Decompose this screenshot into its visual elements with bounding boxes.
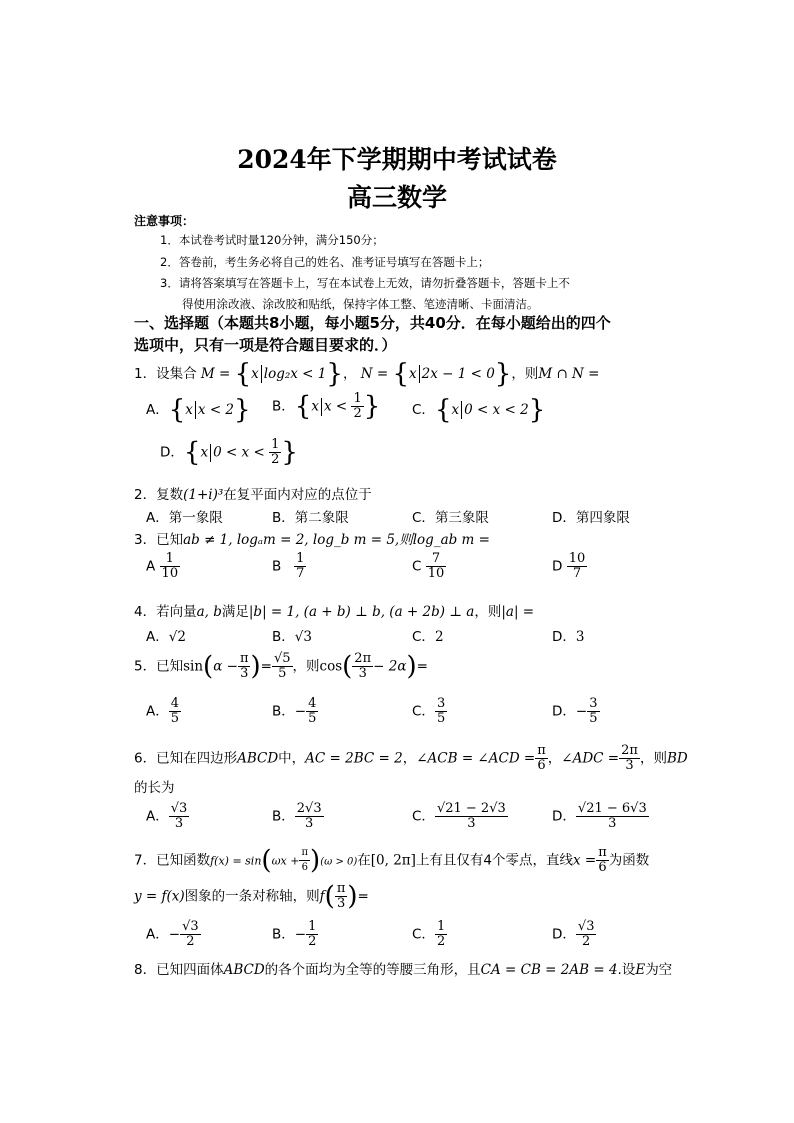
q2-option-c[interactable] [412,506,489,526]
denominator: 3 [435,816,508,831]
denominator: 2 [180,934,201,949]
equals: = [260,658,272,675]
log-condition: log₂x < 1 [263,366,327,382]
q1-option-c[interactable]: C．{x 0 < x < 2} [412,395,546,425]
option-letter: B． [272,808,295,825]
q3-option-c[interactable] [412,552,446,581]
denominator: 7 [296,566,305,581]
q7-option-b[interactable] [272,920,318,949]
denominator: 2 [308,934,317,949]
denominator: 3 [576,816,649,831]
option-text: √2 [168,629,186,645]
denominator: 2 [353,406,362,421]
option-letter: D． [552,629,576,645]
option-text: x < [323,398,352,415]
then: ，则 [639,750,667,767]
q7-stem: 已知函数 [156,852,211,869]
quadrilateral: ABCD [237,750,279,767]
denominator: 7 [567,566,588,581]
angle-condition: ∠ACB = ∠ACD = [416,750,536,767]
option-letter: A． [146,926,169,943]
option-letter: D． [552,703,576,720]
option-sign: − [294,703,307,720]
question-6-line2: 的长为 [134,780,175,796]
denominator: 6 [596,860,609,875]
var: x [185,402,193,418]
q5-option-d[interactable] [552,697,600,726]
sin-fn: sin [183,658,204,675]
option-text: 第一象限 [168,510,223,526]
option-letter: A． [146,510,169,526]
q2-stem-tail: 在复平面内对应的点位于 [223,487,372,503]
option-letter: B． [272,398,295,415]
numerator: √21 − 6√3 [577,801,647,816]
denominator: 10 [427,566,445,581]
option-letter: C． [412,703,435,720]
q5-option-c[interactable] [412,697,447,726]
alpha-term: − 2α [373,658,407,675]
q6-option-d[interactable] [552,802,649,831]
q6-option-a[interactable] [146,802,189,831]
option-letter: A [146,558,156,575]
numerator: √21 − 2√3 [436,801,506,816]
linear-condition: 2x − 1 < 0 [421,366,495,382]
option-text: 0 < x < [213,444,270,461]
q1-option-a[interactable]: A．{x x < 2} [146,395,251,425]
set-m: M = [200,366,235,382]
option-letter: B． [272,510,295,526]
question-7-line2: y = f(x)图象的一条对称轴，则f( $\frac{\pi}{3}$ )= [134,881,369,912]
denominator: 2 [576,934,597,949]
q3-option-d[interactable] [552,552,587,581]
question-8 [134,958,672,978]
var: x [251,366,259,382]
denominator: 5 [308,711,317,726]
q7-option-c[interactable] [412,920,447,949]
function-f: f [319,888,325,905]
question-3 [134,528,490,548]
numerator: √3 [182,919,199,934]
complex-expr: (1+i)³ [183,487,224,503]
notice-item-3-cont: 得使用涂改液、涂改胶和贴纸，保持字体工整、笔迹清晰、卡面清洁。 [182,297,539,311]
numerator: √3 [170,801,188,816]
question-number: 3． [134,532,157,548]
comma: ， [547,750,562,767]
q5-option-a[interactable] [146,697,181,726]
var: x [311,398,319,415]
denominator: 5 [436,711,446,726]
option-letter: C． [412,629,435,645]
q7-option-a[interactable] [146,920,201,949]
option-letter: D． [160,444,184,461]
option-letter: D [552,558,563,575]
option-letter: B． [272,629,295,645]
numerator: π [239,651,249,666]
option-text: x < 2 [197,402,235,418]
tetrahedron: ABCD [223,962,265,978]
point-e: E [635,962,646,978]
log-conditions: ab ≠ 1, logₐm = 2, log_b m = 5, [183,532,400,548]
equals: = [416,658,428,675]
q1-stem: 设集合 [156,366,197,382]
option-letter: D． [552,808,576,825]
denominator: 3 [238,666,251,681]
vector-conditions: |b| = 1, (a + b) ⊥ b, (a + 2b) ⊥ a [248,604,475,620]
q4-option-b[interactable] [272,625,312,645]
question-2 [134,483,372,503]
q5-option-b[interactable] [272,697,318,726]
q6-option-b[interactable] [272,802,324,831]
interval: [0, 2π] [370,852,416,869]
denominator: 10 [161,566,179,581]
q6-option-c[interactable] [412,802,508,831]
option-letter: B． [272,703,295,720]
denominator: 3 [352,666,373,681]
q7-stem-mid: 上有且仅有4个零点，直线 [415,852,574,869]
notice-item-2: 2．答卷前，考生务必将自己的姓名、准考证号填写在答题卡上； [160,255,490,269]
then: ，则 [474,604,502,620]
numerator: 1 [436,919,446,934]
q1-option-d[interactable]: D．{x 0 < x < $\frac{1}{2}$ } [160,437,298,468]
denominator: 2 [271,452,280,467]
q6-stem: 已知在四边形 [156,750,238,767]
q7-stem-tail: 为函数 [608,852,650,869]
option-letter: B [272,558,282,575]
q2-option-d[interactable] [552,506,630,526]
numerator: 3 [589,696,598,711]
option-text: √3 [294,629,312,645]
q4-stem-mid: 满足 [221,604,249,620]
function-def: f(x) = sin [210,854,262,868]
numerator: 4 [308,696,317,711]
numerator: 7 [431,551,441,566]
denominator: 3 [169,816,190,831]
option-text: 第三象限 [434,510,489,526]
question-7: 7．已知函数f(x) = sin(ωx + $\frac{\pi}{6}$ )(ω > 0)在[0, 2π]上有且仅有4个零点，直线x = $\frac{\pi}{6}$ 为函数 [134,845,650,876]
denominator: 2 [436,934,446,949]
q7-in: 在 [357,852,371,869]
option-letter: A． [146,402,169,418]
numerator: 2π [354,651,372,666]
denominator: 5 [170,711,180,726]
numerator: √3 [577,919,595,934]
omega-term: ωx + [271,854,300,868]
option-letter: D． [552,510,576,526]
option-letter: A． [146,703,169,720]
question-5: 5．已知sin(α − $\frac{\pi}{3}$ )= $\frac{√5}{5}$ ，则cos( $\frac{2\pi}{3}$ − 2α)= [134,651,428,682]
q5-stem: 已知 [156,658,184,675]
numerator: 1 [308,919,317,934]
option-text: 2 [434,629,444,645]
function-y: y = f(x) [134,888,185,905]
then: ，则 [511,366,539,382]
q4-stem: 若向量 [156,604,197,620]
numerator: 2√3 [296,801,322,816]
var: x [409,366,417,382]
numerator: 3 [436,696,446,711]
question-6 [134,744,688,773]
numerator: 1 [165,551,174,566]
q7-option-d[interactable] [552,920,596,949]
option-sign: − [575,703,588,720]
question-1: 1．设集合 M = {x log₂x < 1}， N = {x 2x − 1 < 0}，则M ∩ N = [134,359,600,389]
length-condition: AC = 2BC = 2 [305,750,403,767]
numerator: π [301,847,309,858]
option-letter: A． [146,808,169,825]
q3-target: 则log_ab m = [399,532,490,548]
option-letter: C． [412,808,435,825]
denominator: 6 [299,860,310,875]
q6-stem-mid: 中， [278,750,306,767]
cos-fn: cos [319,658,343,675]
question-number: 4． [134,604,157,620]
angle-condition: ∠ADC = [561,750,620,767]
numerator: 1 [271,437,280,452]
q2-stem: 复数 [156,487,184,503]
numerator: π [537,743,546,758]
denominator: 3 [619,758,640,773]
q3-stem: 已知 [156,532,184,548]
option-letter: B． [272,926,295,943]
segment-bd: BD [666,750,688,767]
option-text: 第二象限 [294,510,349,526]
option-letter: C． [412,926,435,943]
question-number: 5． [134,658,157,675]
q8-stem-tail: 为空 [645,962,673,978]
question-number: 1． [134,366,157,382]
q3-option-a[interactable] [146,552,180,581]
numerator: 2π [621,743,638,758]
q4-option-d[interactable] [552,625,585,645]
option-sign: − [294,926,307,943]
exam-title: 2024年下学期期中考试试卷 [237,145,557,174]
q4-target: |a| = [501,604,535,620]
option-text: 3 [575,629,585,645]
numerator: √5 [273,651,291,666]
option-letter: C [412,558,422,575]
equals: = [357,888,369,905]
vectors: a, b [196,604,222,620]
exam-subtitle: 高三数学 [346,183,447,212]
section-heading-line1: 一、选择题（本题共8小题，每小题5分，共40分．在每小题给出的四个 [134,314,611,332]
notice-item-3: 3．请将答案填写在答题卡上，写在本试卷上无效，请勿折叠答题卡，答题卡上不 [160,276,570,290]
q7-line2-text: 图象的一条对称轴，则 [184,888,320,905]
q4-option-a[interactable] [146,625,186,645]
denominator: 6 [535,758,548,773]
denominator: 5 [272,666,293,681]
q8-let: .设 [617,962,636,978]
denominator: 5 [589,711,598,726]
comma: ， [402,750,417,767]
q8-stem-mid: 的各个面均为全等的等腰三角形，且 [264,962,481,978]
then: ，则 [292,658,320,675]
numerator: 4 [170,696,180,711]
q1-option-b[interactable]: B．{x x < $\frac{1}{2}$ } [272,391,381,422]
numerator: π [598,845,607,860]
alpha-term: α − [213,658,238,675]
denominator: 3 [295,816,324,831]
option-letter: C． [412,510,435,526]
edge-condition: CA = CB = 2AB = 4 [480,962,618,978]
q2-option-a[interactable] [146,506,223,526]
omega-condition: (ω > 0) [320,856,358,868]
q8-stem: 已知四面体 [156,962,224,978]
var: x [451,402,460,418]
question-number: 2． [134,487,157,503]
option-letter: C． [412,402,435,418]
option-text: 第四象限 [575,510,630,526]
numerator: π [336,881,346,896]
q2-option-b[interactable] [272,506,349,526]
option-text: 0 < x < 2 [464,402,529,418]
comma: ， [342,366,357,382]
var: x [200,444,209,461]
numerator: 10 [568,551,586,566]
section-heading-line2: 选项中，只有一项是符合题目要求的．） [134,336,397,354]
denominator: 3 [335,896,348,911]
numerator: 1 [353,391,362,406]
q4-option-c[interactable] [412,625,444,645]
option-sign: − [168,926,181,943]
numerator: 1 [296,551,305,566]
intersection: M ∩ N = [538,366,600,382]
option-letter: A． [146,629,169,645]
question-number: 7． [134,852,157,869]
notice-heading: 注意事项： [134,214,195,228]
question-number: 8． [134,962,157,978]
line-eq: x = [573,852,597,869]
set-n: N = [360,366,393,382]
q3-option-b[interactable] [272,552,306,581]
question-number: 6． [134,750,157,767]
notice-item-1: 1．本试卷考试时量120分钟，满分150分； [160,233,384,247]
option-letter: D． [552,926,576,943]
question-4 [134,600,534,620]
